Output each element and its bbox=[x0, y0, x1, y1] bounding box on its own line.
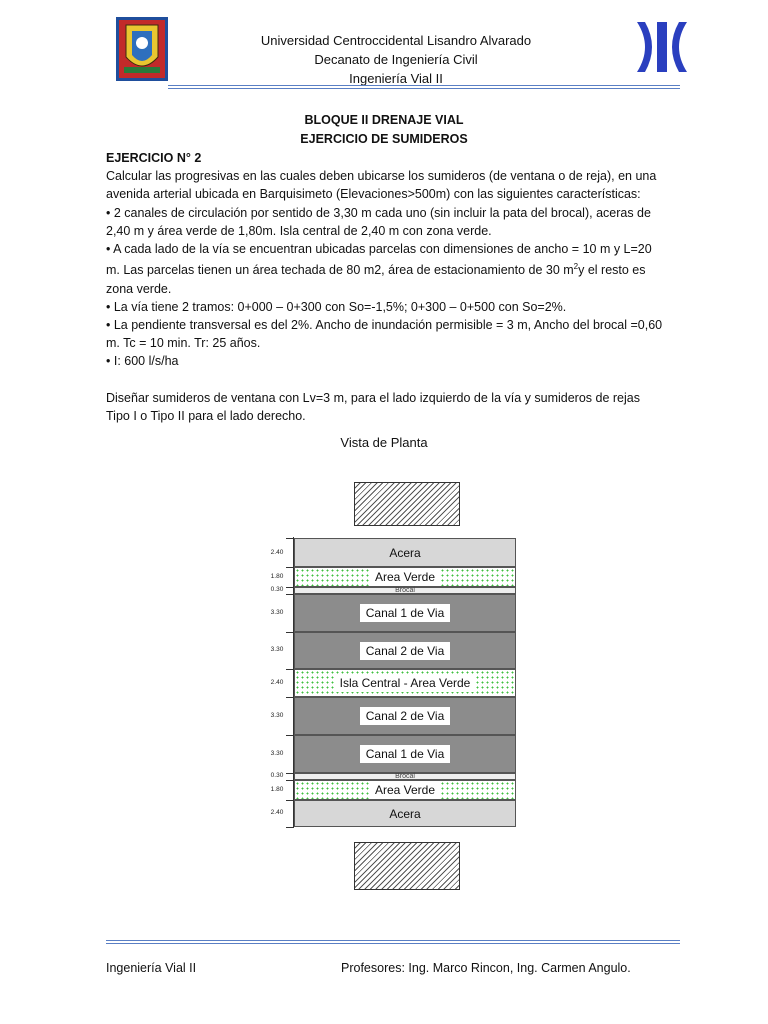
exercise-bullet-2-text: • A cada lado de la vía se encuentran ubicadas parcelas con dimensiones de ancho = 10 m y L=20 m. Las parcelas tienen un área techada de 80 m2, área de estacionamiento de 30 m bbox=[106, 242, 652, 278]
dimension-tick bbox=[286, 827, 294, 828]
diagram-caption: Vista de Planta bbox=[340, 435, 428, 450]
band-brocal-top bbox=[294, 587, 516, 594]
exercise-design-statement: Diseñar sumideros de ventana con Lv=3 m, para el lado izquierdo de la vía y sumideros de rejas Tipo I o Tipo II para el lado derecho. bbox=[106, 390, 640, 423]
dimension-tick bbox=[286, 632, 294, 633]
faculty-logo-icon bbox=[633, 20, 691, 74]
university-seal-icon bbox=[116, 17, 168, 81]
band-label: Brocal bbox=[395, 587, 415, 594]
band-canal-2-bottom bbox=[294, 697, 516, 735]
dimension-label: 2.40 bbox=[270, 679, 284, 686]
band-label: Brocal bbox=[395, 773, 415, 780]
footer-rule bbox=[106, 940, 680, 941]
footer-course: Ingeniería Vial II bbox=[106, 961, 197, 975]
document-subtitle: EJERCICIO DE SUMIDEROS bbox=[300, 132, 468, 146]
header-institution bbox=[248, 31, 544, 88]
footer-professors: Profesores: Ing. Marco Rincon, Ing. Carmen Angulo. bbox=[341, 961, 631, 975]
exercise-intro: Calcular las progresivas en las cuales deben ubicarse los sumideros (de ventana o de reja), en una avenida arterial ubicada en Barquisimeto (Elevaciones>500m) con las siguientes características: bbox=[106, 169, 657, 202]
exercise-heading: EJERCICIO N° 2 bbox=[106, 151, 202, 165]
exercise-bullet-1: • 2 canales de circulación por sentido de 3,30 m cada uno (sin incluir la pata del brocal), aceras de 2,40 m y área verde de 1,80m. Isla central de 2,40 m con zona verde. bbox=[106, 205, 651, 238]
exercise-bullet-3: • La vía tiene 2 tramos: 0+000 – 0+300 con So=-1,5%; 0+300 – 0+500 con So=2%. bbox=[106, 299, 567, 314]
band-label: Acera bbox=[389, 545, 421, 560]
dimension-label: 3.30 bbox=[270, 646, 284, 653]
band-area-verde-top bbox=[294, 567, 516, 587]
band-area-verde-bottom bbox=[294, 780, 516, 800]
dimension-label: 0.30 bbox=[270, 772, 284, 779]
band-label: Isla Central - Area Verde bbox=[334, 674, 477, 692]
document-title: BLOQUE II DRENAJE VIAL bbox=[304, 113, 464, 127]
band-canal-1-top bbox=[294, 594, 516, 632]
dimension-label: 0.30 bbox=[270, 586, 284, 593]
exercise-body bbox=[106, 149, 666, 425]
band-brocal-bottom bbox=[294, 773, 516, 780]
header-faculty: Decanato de Ingeniería Civil bbox=[314, 52, 478, 67]
footer-rule-thin bbox=[106, 943, 680, 944]
dimension-tick bbox=[286, 587, 294, 588]
dimension-tick bbox=[286, 800, 294, 801]
dimension-tick bbox=[286, 567, 294, 568]
band-label: Canal 1 de Via bbox=[360, 604, 451, 622]
dimension-tick bbox=[286, 780, 294, 781]
dimension-label: 3.30 bbox=[270, 712, 284, 719]
band-acera-top bbox=[294, 538, 516, 567]
dimension-label: 2.40 bbox=[270, 809, 284, 816]
dimension-tick bbox=[286, 594, 294, 595]
dimension-label: 1.80 bbox=[270, 786, 284, 793]
header-rule-thin bbox=[168, 88, 680, 89]
header-course: Ingeniería Vial II bbox=[349, 71, 443, 86]
superscript: 2 bbox=[573, 262, 579, 272]
parcel-bottom-hatch bbox=[354, 842, 460, 890]
dimension-tick bbox=[286, 773, 294, 774]
header-university: Universidad Centroccidental Lisandro Alvarado bbox=[260, 33, 532, 48]
dimension-tick bbox=[286, 735, 294, 736]
exercise-bullet-4: • La pendiente transversal es del 2%. Ancho de inundación permisible = 3 m, Ancho del brocal =0,60 m. Tc = 10 min. Tr: 25 años. bbox=[106, 317, 663, 351]
header-rule bbox=[168, 85, 680, 86]
band-label: Canal 2 de Via bbox=[360, 707, 451, 725]
band-isla-central bbox=[294, 669, 516, 697]
band-canal-1-bottom bbox=[294, 735, 516, 773]
dimension-label: 2.40 bbox=[270, 549, 284, 556]
exercise-bullet-2-tail: y el resto es zona verde. bbox=[106, 263, 646, 296]
dimension-label: 3.30 bbox=[270, 609, 284, 616]
dimension-label: 3.30 bbox=[270, 750, 284, 757]
parcel-top-hatch bbox=[354, 482, 460, 526]
exercise-bullet-2 bbox=[106, 240, 666, 298]
band-label: Area Verde bbox=[369, 781, 441, 799]
exercise-bullet-5: • I: 600 l/s/ha bbox=[106, 354, 179, 369]
band-label: Canal 2 de Via bbox=[360, 642, 451, 660]
band-acera-bottom bbox=[294, 800, 516, 827]
dimension-tick bbox=[286, 538, 294, 539]
dimension-label: 1.80 bbox=[270, 573, 284, 580]
band-label: Area Verde bbox=[369, 568, 441, 586]
band-canal-2-top bbox=[294, 632, 516, 669]
band-label: Acera bbox=[389, 806, 421, 821]
band-label: Canal 1 de Via bbox=[360, 745, 451, 763]
dimension-tick bbox=[286, 697, 294, 698]
dimension-tick bbox=[286, 669, 294, 670]
